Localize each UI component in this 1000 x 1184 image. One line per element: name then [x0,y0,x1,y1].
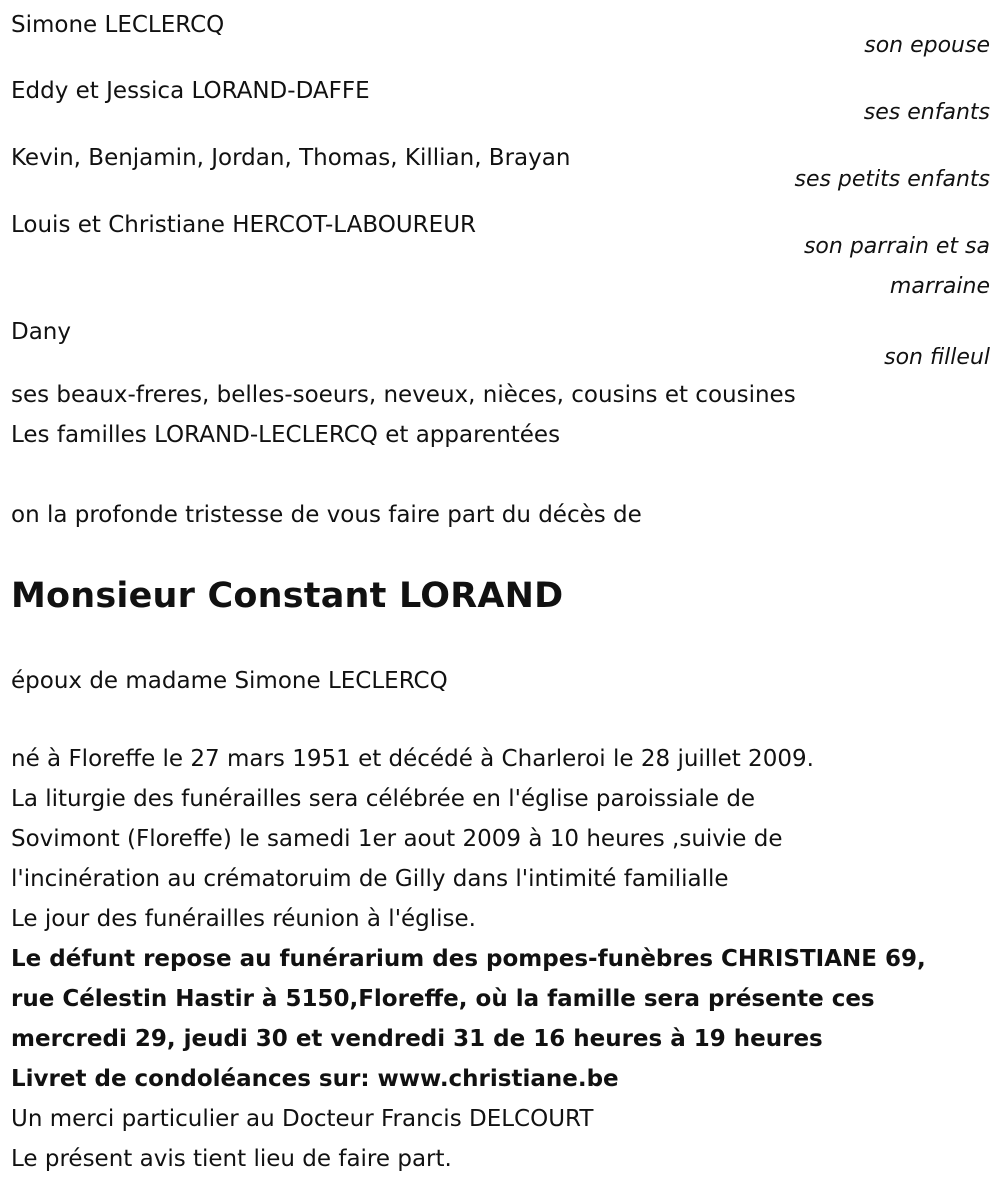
family-entry [11,67,990,134]
funerarium-line: rue Célestin Hastir à 5150,Floreffe, où la famille sera présente ces [11,986,875,1012]
family-relation: son filleul [884,345,990,370]
family-member-name: Dany [11,319,71,345]
family-relation: ses enfants [863,100,990,125]
notice-line: Le présent avis tient lieu de faire part. [11,1146,452,1172]
funeral-details [11,739,990,1179]
extended-family [11,375,990,455]
family-entry [11,308,990,379]
family-member-name: Kevin, Benjamin, Jordan, Thomas, Killian, Brayan [11,145,571,171]
detail-line: l'incinération au crématoruim de Gilly dans l'intimité familialle [11,866,729,892]
spouse-line: époux de madame Simone LECLERCQ [11,668,448,694]
detail-line: La liturgie des funérailles sera célébrée en l'église paroissiale de [11,786,756,812]
family-list [11,0,990,379]
family-member-name: Louis et Christiane HERCOT-LABOUREUR [11,212,477,238]
family-entry [11,201,990,308]
thanks-line: Un merci particulier au Docteur Francis DELCOURT [11,1106,594,1132]
family-entry [11,0,990,67]
extended-family-line: ses beaux-freres, belles-soeurs, neveux, nièces, cousins et cousines [11,382,796,408]
detail-line: Sovimont (Floreffe) le samedi 1er aout 2009 à 10 heures ,suivie de [11,826,783,852]
family-member-name: Simone LECLERCQ [11,12,225,38]
funerarium-line: Le défunt repose au funérarium des pompes-funèbres CHRISTIANE 69, [11,946,926,972]
family-relation-line: marraine [889,274,990,299]
family-entry [11,134,990,201]
condolences-line: Livret de condoléances sur: www.christiane.be [11,1066,619,1092]
announcement-intro: on la profonde tristesse de vous faire part du décès de [11,502,642,528]
extended-family-line: Les familles LORAND-LECLERCQ et apparentées [11,422,561,448]
family-relation: ses petits enfants [794,167,990,192]
family-member-name: Eddy et Jessica LORAND-DAFFE [11,78,370,104]
deceased-name: Monsieur Constant LORAND [11,576,564,616]
family-relation-line: son parrain et sa [803,234,990,259]
spacer [11,455,990,495]
family-relation: son epouse [864,33,990,58]
detail-line: Le jour des funérailles réunion à l'église. [11,906,476,932]
visiting-hours-line: mercredi 29, jeudi 30 et vendredi 31 de 16 heures à 19 heures [11,1026,823,1052]
detail-line: né à Floreffe le 27 mars 1951 et décédé à Charleroi le 28 juillet 2009. [11,746,814,772]
